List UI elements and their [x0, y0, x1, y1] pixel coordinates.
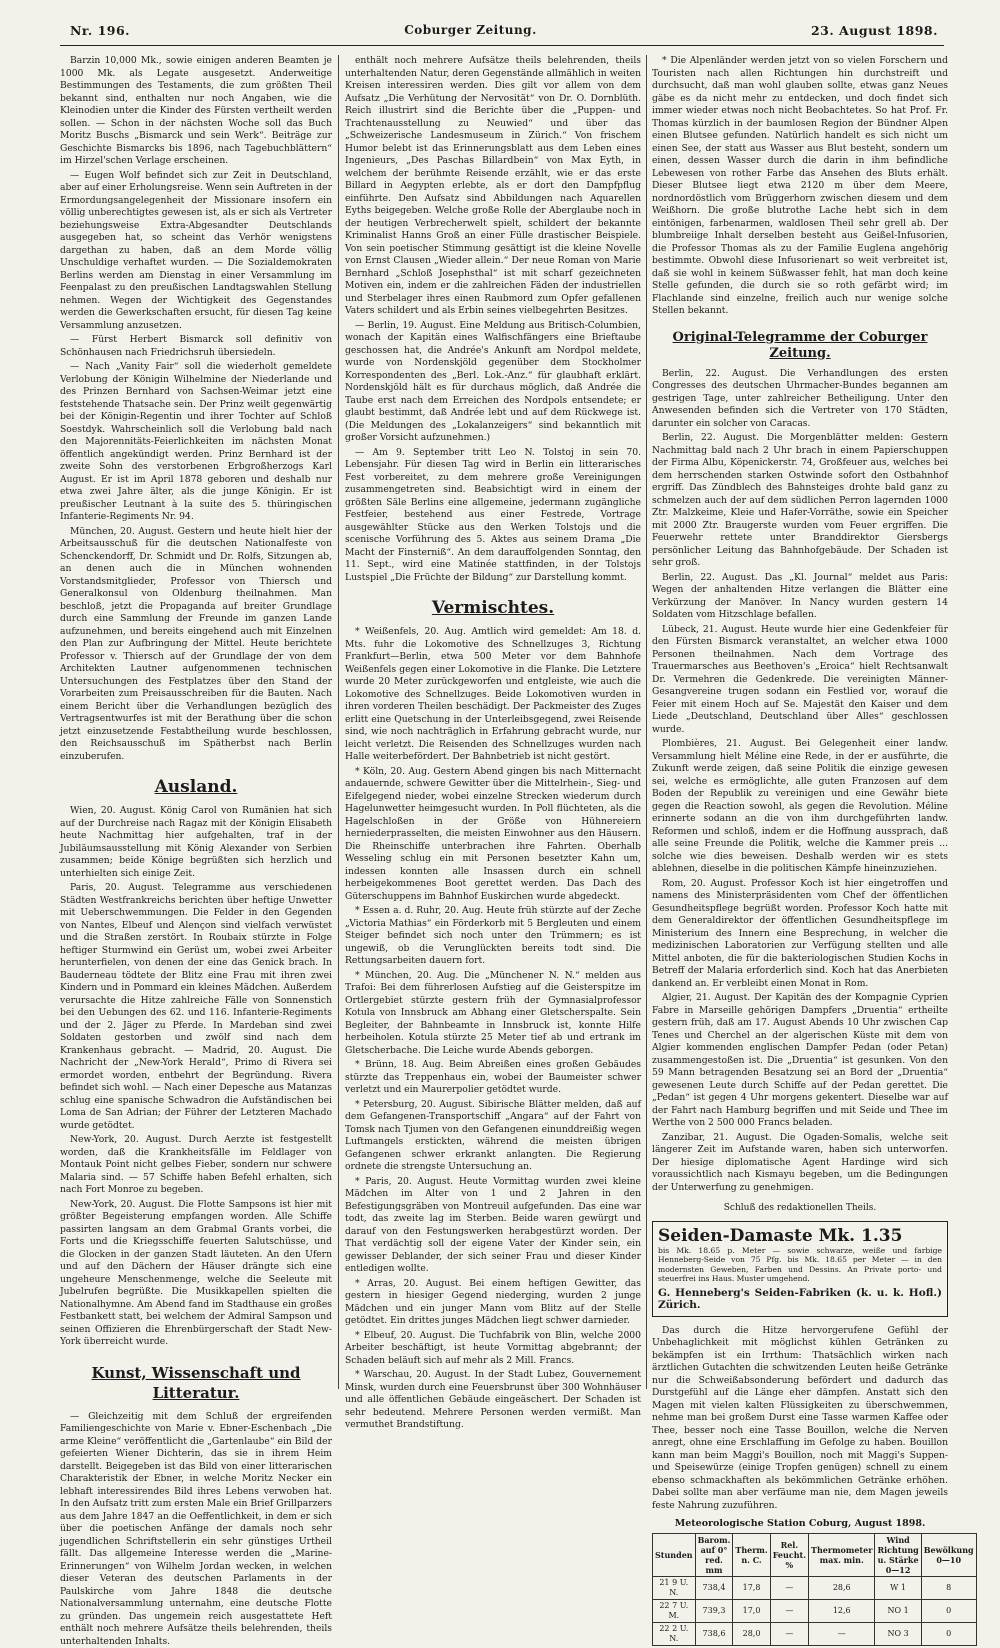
table-row [653, 1622, 977, 1645]
article-paragraph: München, 20. August. Gestern und heute hielt hier der Arbeitsausschuß für die deutschen Nationalfeste von Schenckendorff, Dr. Schmidt und Dr. Rolfs, Sitzungen ab, an denen auch die in München wohnenden Vorstandsmitglieder, Professor von Thiersch und Generalkonsul von Oldenburg theilnahmen. Man beschloß, jetzt die Propaganda auf breiter Grundlage durch eine Sammlung der Freunde im ganzen Lande aufzunehmen, und bereits eingehend auch mit Einzelnen den Plan zur Aufbringung der Mittel. Heute berichtete Professor v. Thiersch auf der Grundlage der von dem Architekten Lautner aufgenommenen technischen Untersuchungen des Festplatzes über den Stand der Vorarbeiten zum Preisausschreiben für die Bauten. Nach einem Bericht über die Verhandlungen bezüglich des Vertragsentwurfes ist mit der Berathung über die schon jetzt einzusetzende Festabtheilung wurde beschlossen, den Reichsausschuß im Spätherbst nach Berlin einzuberufen. [60, 526, 332, 764]
article-paragraph: — Berlin, 19. August. Eine Meldung aus Britisch-Columbien, wonach der Kapitän eines Walfischfängers eine Brieftaube geschossen hat, die Andrée's Ankunft am Nordpol meldete, wurde von Nordenskjöld gegenüber dem Stockholmer Korrespondenten des „Berl. Lok.-Anz.“ für glaubhaft erklärt. Nordenskjöld hält es für durchaus möglich, daß Andrée die Taube erst nach dem Erreichen des Nordpols entsendete; er glaubt bestimmt, daß Andrée lebt und auf dem Rückwege ist. (Die Meldungen des „Lokalanzeigers“ sind bekanntlich mit großer Vorsicht aufzunehmen.) [345, 320, 641, 445]
table-cell: — [809, 1622, 875, 1645]
section-heading-kunst: Kunst, Wissenschaft und Litteratur. [60, 1363, 332, 1403]
telegram-item: Berlin, 22. August. Die Morgenblätter melden: Gestern Nachmittag bald nach 2 Uhr brach in einem Papierschuppen der Firma Albu, Köpenickerstr. 74, Großfeuer aus, welches bei dem herrschenden starken Ostwinde sofort den Ostbahnhof ergriff. Das Zündblech des Bahnsteiges drohte bald ganz zu schmelzen auch der auf dem südlichen Perron lagernden 1000 Ztr. Malzkeime, Kleie und Hafer-Vorräthe, sowie ein Speicher mit 2000 Ztr. Braugerste wurden vom Feuer ergriffen. Die Feuerwehr rettete unter Branddirektor Giersbergs persönlicher Leitung das Bahnhofgebäude. Der Schaden ist sehr groß. [652, 432, 948, 570]
article-paragraph: — Eugen Wolf befindet sich zur Zeit in Deutschland, aber auf einer Erholungsreise. Wenn sein Auftreten in der Ermordungsangelegenheit der Missionare insofern ein völlig unberechtigtes gewesen ist, als er sich als Vertreter beziehungsweise Extra-Abgesandter Deutschlands ausgegeben hat, so scheint das Verhör wenigstens dargethan zu haben, daß an dem Morde völlig Unschuldige verhaftet wurden. — Die Sozialdemokraten Berlins werden am Dienstag in einer Versammlung im Feenpalast zu den preußischen Landtagswahlen Stellung nehmen. Wegen der Wichtigkeit des Gegenstandes werden die Gewerkschaften ersucht, für diesen Tag keine Versammlung anzusetzen. [60, 170, 332, 333]
weather-header-cell: Bewölkung 0—10 [921, 1533, 976, 1576]
article-paragraph: enthält noch mehrere Aufsätze theils belehrenden, theils unterhaltenden Natur, deren Gegenstände allmählich in weiten Kreisen interessiren werden. Dies gilt vor allem von dem Aufsatz „Die Verhütung der Nervosität“ von Dr. O. Dornblüth. Reich illustrirt sind die Berichte über die „Puppen- und Trachtenausstellung zu Neuwied“ und über das „Schweizerische Landesmuseum in Zürich.“ Von frischem Humor belebt ist das Erinnerungsblatt aus dem Leben eines Ingenieurs, „Des Paschas Billardbein“ von Max Eyth, in welchem der berühmte Reisende erzählt, wie er das erste Billard in Aegypten erlebte, als er dort den Dampfpflug einführte. Den Aufsatz sind Abbildungen nach Aquarellen Eyths beigegeben. Welche große Rolle der Aberglaube noch in der heutigen Verbrecherwelt spielt, schildert der bekannte Kriminalist Hanns Groß an einer Fülle drastischer Beispiele. Von sein poetischer Stimmung gesättigt ist die kleine Novelle von Ernst Clausen „Wieder allein.“ Der neue Roman von Marie Bernhard „Schloß Josephsthal“ ist mit scharf gezeichneten Motiven ein, indem er die zahlreichen Fäden der industriellen und Sterbelager ihres einen Raubmord zum Opfer gefallenen Vaters schildert und als Erbin seines vielbegehrten Besitzes. [345, 55, 641, 318]
weather-header-cell: Rel. Feucht. % [770, 1533, 808, 1576]
table-cell: 0 [921, 1599, 976, 1622]
telegram-item: Plombières, 21. August. Bei Gelegenheit einer landw. Versammlung hielt Méline eine Rede, in der er ausführte, die Zukunft werde zeigen, daß seine Politik die einzige gewesen sei, welche es ermöglichte, alle guten Franzosen auf dem Boden der Republik zu vereinigen und eine Gewähr biete gegen die Reaction sowohl, als gegen die Revolution. Méline erinnerte sodann an die von ihm durchgeführten landw. Reformen und schloß, indem er die Hoffnung aussprach, daß alle seine Freunde die Politik, welche die Kammer preis ... solche wie dies beweisen. Deshalb werden wir es stets ablehnen, dieselbe in die politischen Kämpfe hineinzuziehen. [652, 738, 948, 876]
news-item: * Brünn, 18. Aug. Beim Abreißen eines großen Gebäudes stürzte das Treppenhaus ein, wobei der Baumeister schwer verletzt und ein Maurerpolier getödtet wurde. [345, 1059, 641, 1097]
weather-table [652, 1533, 977, 1646]
table-cell: 21 9 U. N. [653, 1576, 696, 1599]
table-cell: 8 [921, 1576, 976, 1599]
table-cell: — [770, 1599, 808, 1622]
telegram-item: Berlin, 22. August. Das „Kl. Journal“ meldet aus Paris: Wegen der anhaltenden Hitze verlangen die Blätter eine Verkürzung der Manöver. In Nancy wurden gestern 14 Soldaten vom Hitzschlage befallen. [652, 572, 948, 622]
table-cell: — [770, 1622, 808, 1645]
table-cell: 17,0 [733, 1599, 770, 1622]
news-item: * Warschau, 20. August. In der Stadt Lubez, Gouvernement Minsk, wurden durch eine Feuersbrunst über 300 Wohnhäuser und alle öffentlichen Gebäude eingeäschert. Der Schaden ist sehr bedeutend. Mehrere Personen werden vermißt. Man vermuthet Brandstiftung. [345, 1369, 641, 1432]
telegram-item: Lübeck, 21. August. Heute wurde hier eine Gedenkfeier für den Fürsten Bismarck veranstaltet, an welcher etwa 1000 Personen theilnahmen. Nach dem Vortrage des Trauermarsches aus Beethoven's „Eroica“ hielt Rechtsanwalt Dr. Vermehren die Gedenkrede. Die vereinigten Männer-Gesangvereine trugen sodann ein Festlied vor, worauf die Feier mit einem Hoch auf Se. Majestät den Kaiser und dem Liede „Deutschland, Deutschland über Alles“ geschlossen wurde. [652, 624, 948, 737]
article-paragraph: — Am 9. September tritt Leo N. Tolstoj in sein 70. Lebensjahr. Für diesen Tag wird in Berlin ein litterarisches Fest vorbereitet, zu dem mehrere große Vereinigungen zusammengetreten sind. Beabsichtigt wird in einem der größten Säle Berlins eine allgemeine, jedermann zugängliche Festfeier, bestehend aus einer Festrede, Vortrage ausgewählter Stücke aus den Werken Tolstojs und die scenische Vorführung des 5. Aktes aus seinem Drama „Die Macht der Finsterniß“. An dem darauffolgenden Sonntag, den 11. Sept., wird eine Matinée stattfinden, in der Tolstojs Lustspiel „Die Früchte der Bildung“ zur Darstellung kommt. [345, 447, 641, 585]
telegram-item: Zanzibar, 21. August. Die Ogaden-Somalis, welche seit längerer Zeit im Aufstande waren, haben sich unterworfen. Der hiesige diplomatische Agent Hardinge wird sich voraussichtlich nach Kismayu begeben, um die Bedingungen der Unterwerfung zu genehmigen. [652, 1132, 948, 1195]
editorial-closing: Schluß des redaktionellen Theils. [652, 1202, 948, 1215]
weather-header-cell: Stunden [653, 1533, 696, 1576]
weather-table-title: Meteorologische Station Coburg, August 1898. [652, 1518, 948, 1531]
weather-header-cell: Wind Richtung u. Stärke 0—12 [875, 1533, 921, 1576]
news-item: * München, 20. Aug. Die „Münchener N. N.“ melden aus Trafoi: Bei dem führerlosen Aufstieg auf die Geisterspitze im Ortlergebiet stürzte gestern früh der Gymnasialprofessor Kotula von Innsbruck am Abhang einer Gletscherspalte. Sein Begleiter, der Bahnbeamte in Innsbruck ist, konnte Hilfe herbeiholen. Kotula stürzte 25 Meter tief ab und ertrank im Gletscherbache. Die Leiche wurde Abends geborgen. [345, 970, 641, 1058]
column-1 [60, 55, 332, 1385]
table-cell: 17,8 [733, 1576, 770, 1599]
newspaper-title: Coburger Zeitung. [404, 23, 537, 37]
table-cell: 0 [921, 1622, 976, 1645]
column-divider [338, 55, 339, 1389]
weather-header-cell: Barom. auf 0° red. mm [695, 1533, 733, 1576]
table-cell: 28,0 [733, 1622, 770, 1645]
article-paragraph: — Fürst Herbert Bismarck soll definitiv von Schönhausen nach Friedrichsruh übersiedeln. [60, 334, 332, 359]
column-3 [652, 55, 948, 1385]
table-cell: W 1 [875, 1576, 921, 1599]
news-item: * Paris, 20. August. Heute Vormittag wurden zwei kleine Mädchen im Alter von 1 und 2 Jahren in den Befestigungsgräben von Montreuil aufgefunden. Das eine war todt, das zweite lag im Sterben. Beide waren gewürgt und darauf von den Festungswerken herabgestürzt worden. Der That verdächtig soll der eigene Vater der Kinder sein, ein gewisser Deblander, der sich seiner Frau und dieser Kinder entledigen wollte. [345, 1176, 641, 1276]
page-header [70, 18, 938, 42]
news-item: * Essen a. d. Ruhr, 20. Aug. Heute früh stürzte auf der Zeche „Victoria Mathias“ ein Förderkorb mit 5 Bergleuten und einem Steiger befindet sich noch unter den Trümmern; es ist ungewiß, ob die Verunglückten bereits todt sind. Die Rettungsarbeiten dauern fort. [345, 905, 641, 968]
column-divider [646, 55, 647, 1389]
telegram-item: Rom, 20. August. Professor Koch ist hier eingetroffen und namens des Ministerpräsidenten vom Chef der öffentlichen Gesundheitspflege begrüßt worden. Professor Koch hatte mit dem Generaldirektor der öffentlichen Gesundheitspflege im Ministerium des Innern eine Besprechung, in welcher die medizinischen Laboratorien zur Verfügung stellten und alle Mittel anboten, die für die bakteriologischen Studien Kochs in Betreff der Malaria erforderlich sind. Koch hat das Anerbieten dankend an. Er verbleibt einen Monat in Rom. [652, 878, 948, 991]
telegram-heading: Original-Telegramme der Coburger Zeitung. [652, 330, 948, 362]
weather-table-header [653, 1533, 977, 1576]
table-cell: 738,4 [695, 1576, 733, 1599]
table-cell: 739,3 [695, 1599, 733, 1622]
article-paragraph: — Nach „Vanity Fair“ soll die wiederholt gemeldete Verlobung der Königin Wilhelmine der Niederlande und des Prinzen Bernhard von Sachsen-Weimar jetzt eine feststehende Thatsache sein. Der Prinz weilt gegenwärtig bei der Königin-Regentin und ihrer Tochter auf Schloß Soestdyk. Wahrscheinlich soll die Verlobung bald nach den Majorennitäts-Feierlichkeiten im nächsten Monat öffentlich angekündigt werden. Prinz Bernhard ist der zweite Sohn des verstorbenen Erbgroßherzogs Karl August. Er ist im April 1878 geboren und deshalb nur etwa zwei Jahre älter, als die junge Königin. Er ist preußischer Leutnant à la suite des 5. thüringischen Infanterie-Regiments Nr. 94. [60, 361, 332, 524]
section-heading-ausland: Ausland. [60, 777, 332, 797]
article-paragraph: Barzin 10,000 Mk., sowie einigen anderen Beamten je 1000 Mk. als Legate ausgesetzt. Anderweitige Bestimmungen des Testaments, die zum größten Theil bekannt sind, enthalten nur noch Angaben, wie die Kleinodien unter die Kinder des Fürsten vertheilt werden sollen. — Schon in der nächsten Woche soll das Buch Moritz Buschs „Bismarck und sein Werk“. Beiträge zur Geschichte Bismarcks bis 1896, nach Tagebuchblättern“ im Hirzel'schen Verlage erscheinen. [60, 55, 332, 168]
news-item: * Elbeuf, 20. August. Die Tuchfabrik von Blin, welche 2000 Arbeiter beschäftigt, ist heute Vormittag abgebrannt; der Schaden beläuft sich auf mehr als 2 Mill. Francs. [345, 1330, 641, 1368]
table-cell: 28,6 [809, 1576, 875, 1599]
table-cell: 22 2 U. N. [653, 1622, 696, 1645]
table-row [653, 1599, 977, 1622]
table-cell: 738,6 [695, 1622, 733, 1645]
article-paragraph: Paris, 20. August. Telegramme aus verschiedenen Städten Westfrankreichs berichten über heftige Unwetter mit Ueberschwemmungen. Die Felder in den Gegenden von Nantes, Elbeuf und Alençon sind vielfach verwüstet und die Straßen zerstört. In Roubaix stürzte in Folge heftiger Sturmwind ein Gerüst um, wobei zwei Arbeiter herunterfielen, von denen der eine das Genick brach. In Bauderneau tödtete der Blitz eine Frau mit ihren zwei Kindern und in Pommard ein kleines Mädchen. Außerdem verursachte die Hitze zahlreiche Fälle von Sonnenstich bei den Uebungen des 62. und 116. Infanterie-Regiments und der 2. Jäger zu Pferde. In Mardeban sind zwei Soldaten gestorben und zwölf sind nach dem Krankenhaus gebracht. — Madrid, 20. August. Die Nachricht der „New-York Herald“, Primo di Rivera sei ermordet worden, entbehrt der Begründung. Rivera befindet sich wohl. — Nach einer Depesche aus Matanzas schlug eine spanische Schwadron die Aufständischen bei Loma de San Adrian; der Führer der Letzteren Machado wurde getödtet. [60, 882, 332, 1132]
table-row [653, 1576, 977, 1599]
article-paragraph: Das durch die Hitze hervorgerufene Gefühl der Unbehaglichkeit mit möglichst kühlen Getränken zu bekämpfen ist ein Irrthum: Thatsächlich wirken nach ärztlichen Gutachten die schwitzenden Leuten heiße Getränke nur die Schweißabsonderung befördert und dadurch das Durstgefühl auf die Länge eher dämpfen. Anstatt sich den Magen mit vielen kalten Flüssigkeiten zu überschwemmen, nehme man bei großem Durst eine Tasse warmen Kaffee oder Thee, besser noch eine Tasse Bouillon, welche die Nerven anregt, ohne eine Erschlaffung im Gefolge zu haben. Bouillon kann man beim Maggi's Bouillon, noch mit Maggi's Suppen- und Speisewürze (einige Tropfen genügen) schnell zu einem ebenso schmackhaften als bekömmlichen Getränke erhöhen. Dabei sollte man aber verfäume man nie, dem Magen jeweils feste Nahrung zuzuführen. [652, 1325, 948, 1513]
article-paragraph: Wien, 20. August. König Carol von Rumänien hat sich auf der Durchreise nach Ragaz mit der Königin Elisabeth heute Nachmittag hier aufgehalten, traf in der Jubiläumsausstellung mit König Alexander von Serbien zusammen; beide Könige begrüßten sich herzlich und unterhielten sich einige Zeit. [60, 805, 332, 880]
issue-number: Nr. 196. [70, 23, 130, 38]
table-cell: 12,6 [809, 1599, 875, 1622]
section-heading-vermischtes: Vermischtes. [345, 598, 641, 618]
column-2 [345, 55, 641, 1385]
news-item: * Arras, 20. August. Bei einem heftigen Gewitter, das gestern in hiesiger Gegend niederging, wurden 2 junge Mädchen und ein junger Mann vom Blitz auf der Stelle getödtet. Ein drittes junges Mädchen liegt schwer darnieder. [345, 1278, 641, 1328]
weather-header-cell: Thermometer max. min. [809, 1533, 875, 1576]
table-cell: 22 7 U. M. [653, 1599, 696, 1622]
news-item: * Weißenfels, 20. Aug. Amtlich wird gemeldet: Am 18. d. Mts. fuhr die Lokomotive des Schnellzuges 3, Richtung Frankfurt—Berlin, etwa 500 Meter vor dem Bahnhofe Weißenfels gegen einer Lokomotive in die Flanke. Die Letztere wurde 20 Meter zurückgeworfen und entgleiste, wie auch die Lokomotive des Schnellzuges. Beide Lokomotiven wurden in ihren vorderen Theilen beschädigt. Der Packmeister des Zuges erlitt eine Quetschung in der Unterleibsgegend, zwei Reisende sind, wie noch nachträglich in Erfahrung gebracht wurde, nur leicht verletzt. Die Reisenden des Schnellzuges wurden nach Halle weiterbefördert. Der Bahnbetrieb ist nicht gestört. [345, 626, 641, 764]
table-cell: NO 1 [875, 1599, 921, 1622]
ad-company: G. Henneberg's Seiden-Fabriken (k. u. k. Hofl.) Zürich. [658, 1287, 942, 1312]
article-paragraph: New-York, 20. August. Durch Aerzte ist festgestellt worden, daß die Krankheitsfälle im Feldlager von Montauk Point nicht gelbes Fieber, sondern nur schwere Malaria sind. — 57 Schiffe haben Befehl erhalten, sich nach Fort Monroe zu begeben. [60, 1134, 332, 1197]
ad-headline: Seiden-Damaste Mk. 1.35 [658, 1226, 902, 1246]
news-item: * Köln, 20. Aug. Gestern Abend gingen bis nach Mitternacht andauernde, schwere Gewitter über die Mittelrhein-, Sieg- und Eifelgegend nieder, wobei einzelne Strecken wiederum durch Hagelunwetter heimgesucht wurden. In Poll flüchteten, als die Hagelschloßen in der Größe von Hühnereiern herniederprasselten, die meisten Einwohner aus den Häusern. Die Rheinschiffe unterbrachen ihre Fahrten. Oberhalb Wesseling schlug ein mit Personen besetzter Kahn um, indessen konnten alle Insassen durch ein schnell herbeigekommenes Boot gerettet werden. Das Dach des Güterschuppens im Bahnhof Euskirchen wurde abgedeckt. [345, 766, 641, 904]
issue-date: 23. August 1898. [811, 23, 938, 38]
silk-advertisement [652, 1221, 948, 1317]
telegram-item: Berlin, 22. August. Die Verhandlungen des ersten Congresses des deutschen Uhrmacher-Bundes begannen am gestrigen Tage, unter zahlreicher Betheiligung. Unter den Anwesenden befinden sich die Vertreter von 170 Städten, darunter ein solcher von Caracas. [652, 368, 948, 431]
table-cell: NO 3 [875, 1622, 921, 1645]
article-paragraph: — Gleichzeitig mit dem Schluß der ergreifenden Familiengeschichte von Marie v. Ebner-Eschenbach „Die arme Kleine“ veröffentlicht die „Gartenlaube“ ein Bild der gefeierten Wiener Dichterin, das sie in ihrem Heim darstellt. Beigegeben ist das Bild von einer litterarischen Charakteristik der Ebner, in welche Moritz Necker ein lebhaft interessirendes Bild ihres Lebens verwoben hat. In den Aufsatz tritt zum ersten Male ein Brief Grillparzers aus dem Jahre 1847 an die Oeffentlichkeit, in dem er sich über die poetischen Anfänge der damals noch sehr jugendlichen Schriftstellerin ein sehr günstiges Urtheil fällt. Das allgemeine Interesse werden die „Marine-Erinnerungen“ von Wilhelm Jordan wecken, in welchen dieser Veteran des deutschen Parlaments in der Paulskirche vom Jahre 1848 die deutsche Nationalversammlung unternahm, eine deutsche Flotte zu gründen. Das ungemein reich ausgestattete Heft enthält noch mehrere Aufsätze theils belehrenden, theils unterhaltenden Inhalts. [60, 1411, 332, 1648]
header-rule [60, 45, 944, 46]
article-paragraph: New-York, 20. August. Die Flotte Sampsons ist hier mit größter Begeisterung empfangen worden. Alle Schiffe passirten langsam an dem Grabmal Grants vorbei, die Forts und die Kriegsschiffe feuerten Salutschüsse, und die Glocken in der ganzen Stadt läuteten. An den Ufern und auf den Dächern der Häuser drängte sich eine ungeheure Menschenmenge, welche die Seeleute mit Jubelrufen begrüßte. Die Musikkapellen spielten die Nationalhymne. Am Abend fand im Stadthause ein großes Festbankett statt, bei welchem der Admiral Sampson und seinen Offizieren die Ehrenbürgerschaft der Stadt New-York überreicht wurde. [60, 1199, 332, 1349]
telegram-item: Algier, 21. August. Der Kapitän des der Kompagnie Cyprien Fabre in Marseille gehörigen Dampfers „Druentia“ ertheilte gestern früh, daß am 17. August Abends 10 Uhr zwischen Cap Tenes und Cherchel an der algerischen Küste mit dem von Algier kommenden englischen Dampfer Pedan (oder Petan) zusammengestoßen ist. Die „Druentia“ ist gesunken. Von den 59 Mann betragenden Besatzung sei an Bord der „Druentia“ gewesenen Leute durch Schiffe auf der Pedan gerettet. Die „Pedan“ ist gegen 4 Uhr morgens gekentert. Dieselbe war auf der Fahrt nach Hamburg begriffen und mit Seide und Thee im Werthe von 2 500 000 Francs beladen. [652, 992, 948, 1130]
weather-header-cell: Therm. n. C. [733, 1533, 770, 1576]
table-cell: — [770, 1576, 808, 1599]
article-paragraph: * Die Alpenländer werden jetzt von so vielen Forschern und Touristen nach allen Richtungen hin durchstreift und durchsucht, daß man wohl glauben sollte, etwas ganz Neues gäbe es da nicht mehr zu entdecken, und doch findet sich immer wieder etwas noch nicht Beobachtetes. So hat Prof. Fr. Thomas kürzlich in der baumlosen Region der Bündner Alpen einen Blutsee gefunden. Natürlich handelt es sich nicht um einen See, der statt aus Wasser aus Blut besteht, sondern um einen, dessen Wasser durch die darin in ihm befindliche Lebewesen von rother Farbe das Ansehen des Bluts erhält. Dieser Blutsee liegt etwa 2120 m über dem Meere, nordnordöstlich vom Brüggerhorn zwischen diesem und dem Weißhorn. Die große blutrothe Lache hebt sich in dem eintönigen, farbenarmen, waldlosen Theil sehr grell ab. Der blumbreiige Inhalt derselben besteht aus Geißel-Infusorien, die Professor Thomas als zu der Familie Euglena angehörig bestimmte. Obwohl diese Infusorienart so weit verbreitet ist, daß sie wohl in keinem Süßwasser fehlt, hat man doch keine Stelle gefunden, die durch sie so roth gefärbt wird; im Flachlande sind einzelne, freilich auch nur wenige solche Stellen bekannt. [652, 55, 948, 318]
news-item: * Petersburg, 20. August. Sibirische Blätter melden, daß auf dem Gefangenen-Transportschiff „Angara“ auf der Fahrt von Tomsk nach Tjumen von den Gefangenen einunddreißig wegen Luftmangels erstickten, während die meisten übrigen Gefangenen schwer erkrankt anlangten. Die Regierung ordnete die strengste Untersuchung an. [345, 1099, 641, 1174]
ad-body: bis Mk. 18.65 p. Meter — sowie schwarze, weiße und farbige Henneberg-Seide von 75 Pfg. bis Mk. 18.65 per Meter — in den modernsten Geweben, Farben und Dessins. An Private porto- und steuerfrei ins Haus. Muster umgehend. [658, 1246, 942, 1284]
